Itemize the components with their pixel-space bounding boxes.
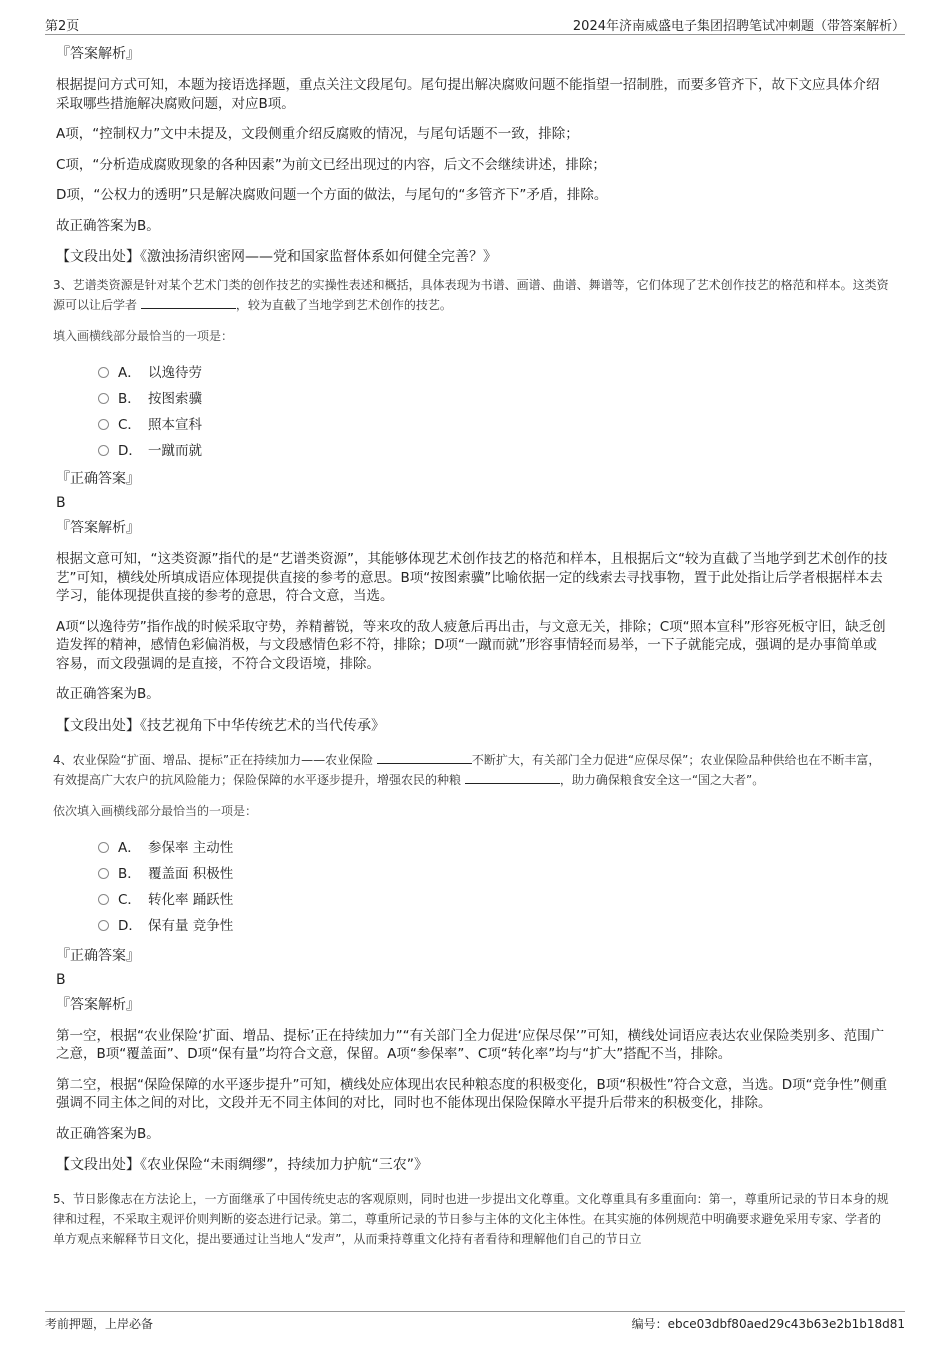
q4-answer: B: [56, 971, 66, 988]
q4-options: [98, 833, 890, 937]
q3-stem-part1: 3、艺谱类资源是针对某个艺术门类的创作技艺的实操性表述和概括，具体表现为书谱、画谱、曲谱、舞谱等，它们体现了艺术创作技艺的格范和样本。这类资源可以让后学者: [53, 278, 889, 312]
option-text: 转化率 踊跃性: [148, 891, 234, 908]
q3-stem: [53, 275, 890, 315]
radio-icon[interactable]: [98, 920, 109, 931]
q4-analysis-p2: 第二空，根据“保险保障的水平逐步提升”可知，横线处应体现出农民种粮态度的积极变化，B项“积极性”符合文意，当选。D项“竞争性”侧重强调不同主体之间的对比，文段并无不同主体间的对比，同时也不能体现出保险保障水平提升后带来的积极变化，排除。: [56, 1076, 888, 1111]
q3-analysis-p2: A项“以逸待劳”指作战的时候采取守势，养精蓄锐，等来攻的敌人疲惫后再出击，与文意无关，排除；C项“照本宣科”形容死板守旧，缺乏创造发挥的精神，感情色彩偏消极，与文段感情色彩不符，排除；D项“一蹴而就”形容事情轻而易举，一下子就能完成，强调的是办事简单或容易，而文段强调的是直接，不符合文段语境，排除。: [56, 618, 886, 672]
analysis-label: 『答案解析』: [56, 46, 140, 62]
option-text: 以逸待劳: [148, 365, 202, 381]
option-letter: B．: [118, 865, 141, 882]
option-text: 覆盖面 积极性: [148, 865, 234, 882]
q4-option-a[interactable]: [98, 833, 890, 859]
q4-option-c[interactable]: [98, 885, 890, 911]
radio-icon[interactable]: [98, 868, 109, 879]
q3-answer: B: [56, 495, 66, 511]
q2-analysis-p1: 根据提问方式可知，本题为接语选择题，重点关注文段尾句。尾句提出解决腐败问题不能指望一招制胜，而要多管齐下，故下文应具体介绍采取哪些措施解决腐败问题，对应B项。: [56, 77, 880, 112]
q2-conclusion: 故正确答案为B。: [56, 217, 160, 234]
q4-conclusion: 故正确答案为B。: [56, 1125, 160, 1142]
radio-icon[interactable]: [98, 445, 109, 456]
q4-blank-2: [465, 771, 560, 784]
q3-option-d[interactable]: [98, 436, 890, 462]
radio-icon[interactable]: [98, 842, 109, 853]
analysis-label: 『答案解析』: [56, 520, 140, 536]
radio-icon[interactable]: [98, 393, 109, 404]
q3-option-c[interactable]: [98, 410, 890, 436]
correct-label: 『正确答案』: [56, 947, 140, 964]
q4-source-title: 《农业保险“未雨绸缪”，持续加力护航“三农”》: [140, 1157, 429, 1173]
correct-label: 『正确答案』: [56, 471, 140, 487]
q3-option-a[interactable]: [98, 358, 890, 384]
q4-option-d[interactable]: [98, 911, 890, 937]
q3-option-b[interactable]: [98, 384, 890, 410]
q4-blank-1: [377, 751, 472, 764]
q2-analysis-p3: C项，“分析造成腐败现象的各种因素”为前文已经出现过的内容，后文不会继续讲述，排除；: [56, 156, 606, 173]
radio-icon[interactable]: [98, 894, 109, 905]
q4-analysis-p1: 第一空，根据“农业保险‘扩面、增品、提标’正在持续加力”“有关部门全力促进‘应保尽保’”可知，横线处词语应表达农业保险类别多、范围广之意，B项“覆盖面”、D项“保有量”均符合文意，保留。A项“参保率”、C项“转化率”均与“扩大”搭配不当，排除。: [56, 1027, 885, 1062]
footer-slogan: 考前押题，上岸必备: [45, 1317, 154, 1331]
source-label: 【文段出处】: [56, 717, 140, 734]
radio-icon[interactable]: [98, 367, 109, 378]
q2-source: [56, 247, 890, 267]
q4-stem-part3: ，助力确保粮食安全这一“国之大者”。: [559, 772, 765, 787]
source-label: 【文段出处】: [56, 1157, 140, 1173]
analysis-label: 『答案解析』: [56, 996, 140, 1013]
option-text: 参保率 主动性: [148, 839, 234, 856]
q3-blank: [141, 296, 236, 309]
q4-instruction: 依次填入画横线部分最恰当的一项是：: [53, 803, 258, 818]
q2-analysis-p4: D项，“公权力的透明”只是解决腐败问题一个方面的做法，与尾句的“多管齐下”矛盾，排除。: [56, 187, 608, 203]
option-letter: D．: [118, 443, 142, 459]
page-content: [53, 44, 890, 1261]
radio-icon[interactable]: [98, 419, 109, 430]
q5-stem: 5、节日影像志在方法论上，一方面继承了中国传统史志的客观原则，同时也进一步提出文化尊重。文化尊重具有多重面向：第一，尊重所记录的节日本身的规律和过程，不采取主观评价则判断的姿态进行记录。第二，尊重所记录的节日参与主体的文化主体性。在其实施的体例规范中明确要求避免采用专家、学者的单方观点来解释节日文化，提出要通过让当地人“发声”，从而秉持尊重文化持有者看待和理解他们自己的节日立: [53, 1192, 889, 1246]
q3-source-title: 《技艺视角下中华传统艺术的当代传承》: [140, 717, 385, 734]
q3-instruction: 填入画横线部分最恰当的一项是：: [53, 329, 234, 343]
page-number: 第2页: [45, 19, 80, 34]
document-title: 2024年济南威盛电子集团招聘笔试冲刺题（带答案解析）: [572, 19, 905, 34]
q3-analysis-p1: 根据文意可知，“这类资源”指代的是“艺谱类资源”，其能够体现艺术创作技艺的格范和样本，且根据后文“较为直截了当地学到艺术创作的技艺”可知，横线处所填成语应体现提供直接的参考的意思。B项“按图索骥”比喻依据一定的线索去寻找事物，置于此处指让后学者根据样本去学习，能体现提供直接的参考的意思，符合文意，当选。: [56, 551, 888, 604]
source-label: 【文段出处】: [56, 249, 140, 265]
option-text: 照本宣科: [148, 417, 202, 433]
option-letter: C．: [118, 891, 141, 908]
q4-stem-part1: 4、农业保险“扩面、增品、提标”正在持续加力——农业保险: [53, 752, 374, 767]
q4-source: [56, 1155, 890, 1175]
q2-analysis-p2: A项，“控制权力”文中未提及，文段侧重介绍反腐败的情况，与尾句话题不一致，排除；: [56, 126, 579, 142]
q2-source-title: 《激浊扬清织密网——党和国家监督体系如何健全完善？》: [140, 249, 497, 265]
option-letter: D．: [118, 917, 142, 934]
option-text: 保有量 竞争性: [148, 917, 234, 934]
option-text: 一蹴而就: [148, 443, 202, 459]
q4-stem-part2: 不断扩大，有关部门全力促进“应保尽保”；农业保险品种供给也在不断丰富，有效提高广大农户的抗风险能力；保险保障的水平逐步提升，增强农民的种粮: [53, 752, 881, 787]
q3-options: [98, 358, 890, 462]
q3-source: [56, 716, 890, 736]
document-id: 编号：ebce03dbf80aed29c43b63e2b1b18d81: [631, 1317, 905, 1331]
option-letter: C．: [118, 417, 141, 433]
option-text: 按图索骥: [148, 391, 202, 407]
page-footer: [45, 1311, 905, 1331]
q4-stem: [53, 750, 890, 790]
q3-conclusion: 故正确答案为B。: [56, 686, 160, 702]
option-letter: B．: [118, 391, 141, 407]
q3-stem-part2: ，较为直截了当地学到艺术创作的技艺。: [235, 298, 452, 312]
option-letter: A．: [118, 839, 141, 856]
option-letter: A．: [118, 365, 141, 381]
page-header: [45, 12, 905, 35]
q4-option-b[interactable]: [98, 859, 890, 885]
